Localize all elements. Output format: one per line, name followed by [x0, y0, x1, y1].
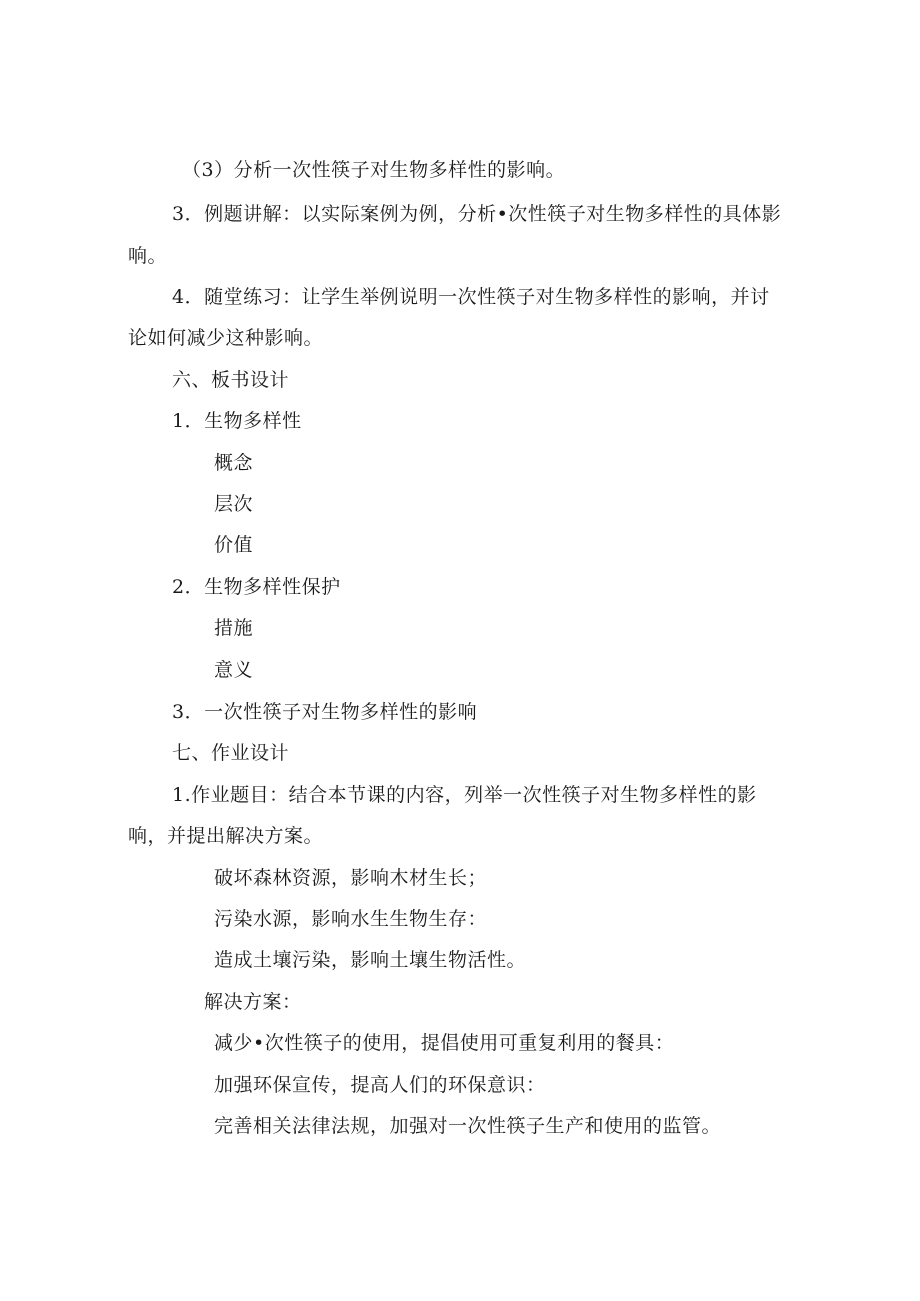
solution-item: 减少•次性筷子的使用，提倡使用可重复利用的餐具： — [214, 1032, 675, 1054]
board-subpoint: 意义 — [214, 659, 254, 681]
analyze-item: （3）分析一次性筷子对生物多样性的影响。 — [182, 159, 566, 181]
board-subpoint: 层次 — [214, 493, 254, 515]
homework-task-line2: 响，并提出解决方案。 — [128, 825, 324, 847]
board-subpoint: 价值 — [214, 534, 254, 556]
impact-item: 造成土壤污染，影响土壤生物活性。 — [214, 949, 527, 971]
homework-task-line1: 1.作业题目：结合本节课的内容，列举一次性筷子对生物多样性的影 — [172, 784, 757, 806]
example-explanation-line2: 响。 — [128, 245, 168, 267]
board-subpoint: 概念 — [214, 452, 254, 474]
solution-item: 加强环保宣传，提高人们的环保意识： — [214, 1074, 546, 1096]
impact-item: 污染水源，影响水生生物生存： — [214, 908, 488, 930]
impact-item: 破坏森林资源，影响木材生长； — [214, 867, 488, 889]
in-class-practice-line2: 论如何减少这种影响。 — [128, 327, 324, 349]
homework-design-heading: 七、作业设计 — [172, 742, 290, 764]
in-class-practice-line1: 4．随堂练习：让学生举例说明一次性筷子对生物多样性的影响，并讨 — [172, 286, 770, 308]
board-point-biodiversity: 1．生物多样性 — [172, 410, 302, 432]
solution-item: 完善相关法律法规，加强对一次性筷子生产和使用的监管。 — [214, 1115, 722, 1137]
board-point-protection: 2．生物多样性保护 — [172, 576, 341, 598]
board-point-chopsticks: 3．一次性筷子对生物多样性的影响 — [172, 701, 478, 723]
board-subpoint: 措施 — [214, 617, 254, 639]
solutions-label: 解决方案： — [204, 991, 302, 1013]
example-explanation-line1: 3．例题讲解：以实际案例为例，分析•次性筷子对生物多样性的具体影 — [172, 203, 782, 225]
blackboard-design-heading: 六、板书设计 — [172, 369, 290, 391]
